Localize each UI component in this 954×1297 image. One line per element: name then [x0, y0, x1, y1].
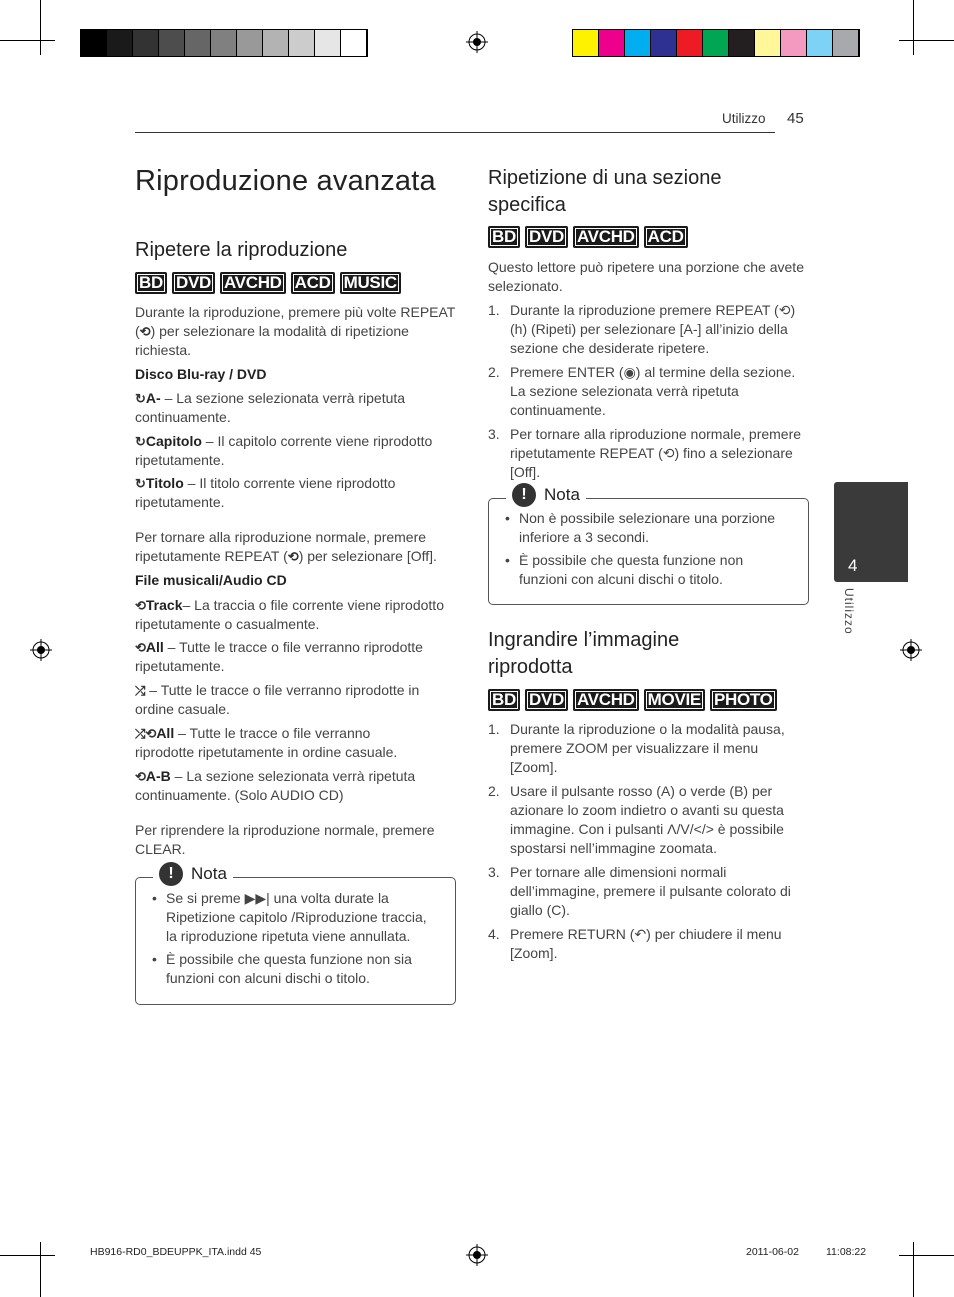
color-swatch — [703, 30, 729, 56]
repeat-a-icon: ↻ — [135, 391, 146, 406]
repeat-all-icon: ⟲ — [145, 726, 157, 741]
gray-color-bar — [80, 29, 368, 57]
note-list — [503, 509, 793, 593]
color-swatch — [599, 30, 625, 56]
note-item: • Se si preme ▶▶| una volta durate la Ripetizione capitolo /Riproduzione traccia, la riproduzione ripetuta viene annullata. — [150, 889, 440, 946]
step-number: 3. — [488, 864, 500, 880]
color-swatch — [289, 30, 315, 56]
shuffle-icon: ⤮ — [135, 726, 146, 741]
color-swatch — [81, 30, 107, 56]
exclamation-icon: ! — [159, 862, 183, 886]
registration-mark-icon — [30, 639, 52, 661]
running-header-section: Utilizzo — [722, 111, 766, 126]
step-text: Per tornare alla riproduzione normale, premere ripetutamente REPEAT (⟲) fino a selezionare [Off]. — [510, 426, 802, 480]
repeat-icon: ⟲ — [287, 549, 299, 564]
step-item — [488, 720, 808, 777]
intro-text: richiesta. — [135, 342, 192, 358]
step-item — [488, 863, 808, 920]
badge-music: MUSIC — [340, 272, 401, 294]
color-swatch — [315, 30, 341, 56]
color-swatch — [159, 30, 185, 56]
subheading-text: Disco Blu-ray / DVD — [135, 366, 267, 382]
option-label: Capitolo — [145, 433, 202, 449]
page-number: 45 — [787, 110, 804, 127]
repeat-title-icon: ↻ — [135, 476, 146, 491]
option-text: ripetutamente. — [135, 494, 225, 510]
color-swatch — [677, 30, 703, 56]
badge-bd: BD — [135, 272, 167, 294]
note-header — [506, 483, 586, 507]
color-swatch — [625, 30, 651, 56]
note-label: Nota — [191, 864, 227, 883]
step-item — [488, 782, 808, 858]
note-item: • È possibile che questa funzione non funzioni con alcuni dischi o titolo. — [503, 551, 793, 589]
option-text: – La traccia o file corrente viene riprodotto — [182, 597, 444, 613]
step-text: Premere ENTER (◉) al termine della sezione. La sezione selezionata verrà ripetuta continuamente. — [510, 364, 796, 418]
heading-repeat-section — [488, 165, 722, 219]
option-text: ripetutamente o casualmente. — [135, 616, 320, 632]
subheading-text: File musicali/Audio CD — [135, 572, 287, 588]
note-header — [153, 862, 233, 886]
option-text: continuamente. (Solo AUDIO CD) — [135, 787, 344, 803]
repeat-icon: ⟲ — [139, 324, 151, 339]
badge-photo: PHOTO — [710, 689, 777, 711]
option-text: – Tutte le tracce o file verranno riprodotte in — [145, 682, 420, 698]
option-label: Titolo — [145, 475, 184, 491]
repeat-all-icon: ⟲ — [135, 640, 146, 655]
heading-repeat-playback: Ripetere la riproduzione — [135, 239, 348, 261]
heading-line: Ingrandire l’immagine — [488, 629, 680, 651]
option-text: – La sezione selezionata verrà ripetuta — [160, 390, 406, 406]
option-text: – Il capitolo corrente viene riprodotto — [201, 433, 433, 449]
footer-filename: HB916-RD0_BDEUPPK_ITA.indd 45 — [90, 1246, 262, 1258]
intro-text: ) per selezionare la modalità di ripetizione — [150, 323, 409, 339]
color-swatch — [107, 30, 133, 56]
option-chapter — [135, 432, 460, 470]
steps-repeat-section — [488, 301, 808, 487]
crop-mark — [913, 0, 914, 55]
step-number: 1. — [488, 302, 500, 318]
step-item — [488, 301, 808, 358]
repeat-track-icon: ⟲ — [135, 598, 146, 613]
heading-zoom — [488, 627, 679, 681]
option-text: continuamente. — [135, 409, 231, 425]
heading-line: Ripetizione di una sezione — [488, 167, 722, 189]
badge-dvd: DVD — [525, 226, 568, 248]
note-item: • Non è possibile selezionare una porzione inferiore a 3 secondi. — [503, 509, 793, 547]
crop-mark — [0, 40, 55, 41]
crop-mark — [913, 1242, 914, 1297]
chapter-tab-label: Utilizzo — [842, 588, 856, 635]
return-normal-text — [135, 528, 460, 566]
badge-avchd: AVCHD — [220, 272, 286, 294]
option-text: ripetutamente. — [135, 658, 225, 674]
body-text: ) per selezionare [Off]. — [298, 548, 437, 564]
note-item: • È possibile che questa funzione non sia funzioni con alcuni dischi o titolo. — [150, 950, 440, 988]
repeat-ab-icon: ⟲ — [135, 769, 146, 784]
badge-dvd: DVD — [172, 272, 215, 294]
step-text: Usare il pulsante rosso (A) o verde (B) per azionare lo zoom indietro o avanti su questa immagine. Con i pulsanti Λ/V/</> è possibile spostarsi nell’immagine zoomata. — [510, 783, 784, 856]
page-title: Riproduzione avanzata — [135, 165, 436, 197]
option-shuffle — [135, 681, 460, 719]
color-swatch — [341, 30, 367, 56]
color-swatch — [237, 30, 263, 56]
subheading-bluray — [135, 365, 266, 384]
step-item — [488, 425, 808, 482]
option-label: Track — [145, 597, 183, 613]
step-item — [488, 363, 808, 420]
option-text: – La sezione selezionata verrà ripetuta — [170, 768, 416, 784]
step-number: 1. — [488, 721, 500, 737]
subheading-music — [135, 571, 287, 590]
option-text: ordine casuale. — [135, 701, 230, 717]
step-item — [488, 925, 808, 963]
crop-mark — [40, 1242, 41, 1297]
option-a — [135, 389, 460, 427]
color-swatch — [263, 30, 289, 56]
step-number: 4. — [488, 926, 500, 942]
option-text: riprodotte ripetutamente in ordine casuale. — [135, 744, 398, 760]
badge-bd: BD — [488, 226, 520, 248]
header-rule — [135, 132, 775, 133]
option-track — [135, 596, 460, 634]
badge-avchd: AVCHD — [573, 689, 639, 711]
option-shuffle-all — [135, 724, 460, 762]
note-list — [150, 889, 440, 992]
color-swatch — [651, 30, 677, 56]
badge-dvd: DVD — [525, 689, 568, 711]
steps-zoom — [488, 720, 808, 968]
step-text: Per tornare alle dimensioni normali dell’immagine, premere il pulsante colorato di giallo (C). — [510, 864, 791, 918]
badge-movie: MOVIE — [644, 689, 705, 711]
color-swatch — [755, 30, 781, 56]
option-text: ripetutamente. — [135, 452, 225, 468]
option-label: All — [145, 639, 164, 655]
step-text: Premere RETURN (↶) per chiudere il menu [Zoom]. — [510, 926, 782, 961]
badge-acd: ACD — [291, 272, 335, 294]
option-title — [135, 474, 460, 512]
body-text: ripetutamente REPEAT ( — [135, 548, 288, 564]
color-swatch — [573, 30, 599, 56]
registration-mark-icon — [466, 1244, 488, 1266]
color-swatch — [833, 30, 859, 56]
process-color-bar — [572, 29, 860, 57]
step-number: 2. — [488, 364, 500, 380]
color-swatch — [807, 30, 833, 56]
crop-mark — [899, 1255, 954, 1256]
footer-time: 11:08:22 — [826, 1246, 867, 1258]
color-swatch — [133, 30, 159, 56]
option-text: – Tutte le tracce o file verranno riprodotte — [163, 639, 423, 655]
heading-line: riprodotta — [488, 656, 573, 678]
exclamation-icon: ! — [512, 483, 536, 507]
option-label: A-B — [145, 768, 171, 784]
clear-text — [135, 821, 460, 859]
option-ab — [135, 767, 460, 805]
heading-line: specifica — [488, 194, 566, 216]
crop-mark — [0, 1255, 55, 1256]
disc-type-badges — [488, 689, 777, 711]
badge-avchd: AVCHD — [573, 226, 639, 248]
note-label: Nota — [544, 485, 580, 504]
chapter-tab — [834, 482, 908, 582]
step-number: 3. — [488, 426, 500, 442]
option-label: All — [156, 725, 175, 741]
option-text: – Tutte le tracce o file verranno — [174, 725, 371, 741]
step-text: Durante la riproduzione premere REPEAT (⟲) (h) (Ripeti) per selezionare [A-] all’inizio della sezione che desiderate ripetere. — [510, 302, 796, 356]
color-swatch — [781, 30, 807, 56]
option-label: A- — [145, 390, 161, 406]
chapter-tab-number: 4 — [848, 556, 858, 575]
body-text: CLEAR. — [135, 841, 186, 857]
intro-text: Durante la riproduzione, premere più volte REPEAT — [135, 304, 456, 320]
disc-type-badges — [135, 272, 401, 294]
registration-mark-icon — [466, 31, 488, 53]
color-swatch — [185, 30, 211, 56]
color-swatch — [729, 30, 755, 56]
registration-mark-icon — [900, 639, 922, 661]
badge-bd: BD — [488, 689, 520, 711]
repeat-chapter-icon: ↻ — [135, 434, 146, 449]
option-text: – Il titolo corrente viene riprodotto — [183, 475, 396, 491]
crop-mark — [40, 0, 41, 55]
badge-acd: ACD — [644, 226, 688, 248]
repeat-intro: Durante la riproduzione, premere più volte REPEAT (⟲) per selezionare la modalità di ripetizione richiesta. — [135, 304, 456, 358]
crop-mark — [899, 40, 954, 41]
disc-type-badges — [488, 226, 688, 248]
footer-date: 2011-06-02 — [746, 1246, 799, 1258]
step-number: 2. — [488, 783, 500, 799]
shuffle-icon: ⤮ — [135, 683, 146, 698]
body-text: Per riprendere la riproduzione normale, premere — [135, 822, 435, 838]
section-intro: Questo lettore può ripetere una porzione che avete selezionato. — [488, 259, 804, 294]
option-all — [135, 638, 460, 676]
step-text: Durante la riproduzione o la modalità pausa, premere ZOOM per visualizzare il menu [Zoom]. — [510, 721, 785, 775]
color-swatch — [211, 30, 237, 56]
body-text: Per tornare alla riproduzione normale, premere — [135, 529, 427, 545]
